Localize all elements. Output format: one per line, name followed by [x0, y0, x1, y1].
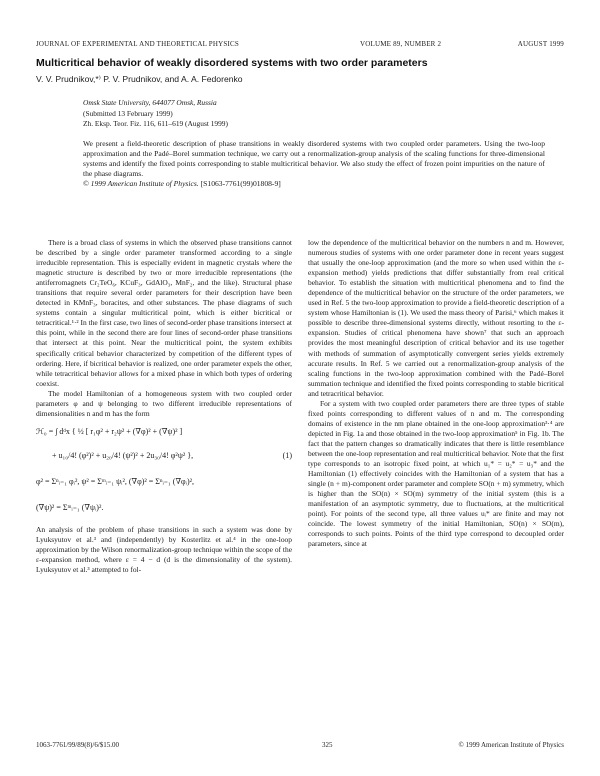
left-column — [36, 238, 292, 575]
equation-1 — [36, 423, 292, 521]
affiliation-block — [83, 98, 553, 130]
equation-line: φ² = Σⁿᵢ₌₁ φᵢ², ψ² = Σᵐᵢ₌₁ ψᵢ², (∇φ)² = Σⁿᵢ₌₁ (∇φᵢ)², — [36, 476, 195, 486]
abstract — [83, 139, 545, 189]
volume-number: VOLUME 89, NUMBER 2 — [360, 40, 442, 48]
page-number: 325 — [322, 741, 333, 749]
equation-line: + u₁₀/4! (φ²)² + u₂₀/4! (ψ²)² + 2u₃₀/4! φ²ψ² }, — [52, 450, 194, 460]
right-column — [308, 238, 564, 549]
aip-copyright-line: © 1999 American Institute of Physics. — [83, 179, 199, 189]
equation-line: (∇ψ)² = Σᵐᵢ₌₁ (∇ψᵢ)². — [36, 502, 104, 512]
abstract-copyright — [83, 179, 281, 188]
article-title: Multicritical behavior of weakly disordered systems with two order parameters — [36, 57, 428, 69]
footer-copyright: © 1999 American Institute of Physics — [458, 741, 564, 749]
page-footer — [36, 741, 564, 751]
author-list: V. V. Prudnikov,*⁾ P. V. Prudnikov, and A. A. Fedorenko — [36, 74, 243, 84]
paragraph: An analysis of the problem of phase transitions in such a system was done by Lyuksyutov et al.³ and (independently) by Kosterlitz et al.⁴ in the one-loop approximation by the Wilson renormalization-group technique within the scope of the ε-expansion method, where ε = 4 − d (d is the dimensionality of the system). Lyuksyutov et al.³ attempted to fol- — [36, 524, 292, 575]
issue-date: AUGUST 1999 — [517, 40, 564, 48]
paragraph: There is a broad class of systems in which the observed phase transitions cannot be described by a single order parameter transformed according to a single irreducible representation. This is especially evident in magnetic crystals where the magnetic structure is described by two or more irreducible representations (the antiferromagnets Cr₂TeO₆, KCuF₃, GdAlO₃, MnF₂, and the like). Structural phase transitions that require several order parameters for their description have been detected in KMnF₃, boracites, and other substances. The phase diagrams of such systems contain a singular multicritical point, which is either bicritical or tetracritical.¹·² In the first case, two lines of second-order phase transitions intersect at this point, while in the second there are four lines of second-order phase transitions that intersect at this point. Near the multicritical point, the system exhibits specifically critical behavior characterized by competition of the different types of ordering. Here, if bicritical behavior is realized, one order parameter expels the other, while tetracritical behavior allows for a mixed phase in which both types of ordering coexist. — [36, 238, 292, 388]
submission-date: (Submitted 13 February 1999) — [83, 108, 173, 118]
paragraph: For a system with two coupled order parameters there are three types of stable fixed points corresponding to different values of n and m. The corresponding domains of existence in the nm plane obtained in the one-loop approximation³·⁴ are depicted in Fig. 1a and those obtained in the two-loop approximation⁵ in Fig. 1b. The fact that the pattern changes so dramatically indicates that there is little resemblance between the one-loop representation and real multicritical behavior. Note that the first type corresponds to an isotropic fixed point, at which u₁* = u₂* = u₃* and the Hamiltonian (1) effectively coincides with the Hamiltonian of a system that has a single (n + m)-component order parameter and complete SO(n + m) symmetry, which is higher than the SO(n) × SO(m) symmetry of the initial system (this is a manifestation of an asymptotic symmetry, due to fluctuations, at the multicritical point). For points of the second type, all three values uᵢ* are finite and may not coincide. The lowest symmetry of the initial Hamiltonian, SO(n) × SO(m), corresponds to such points. Points of the third type correspond to decoupled order parameters, since at — [308, 398, 564, 549]
running-header — [36, 40, 564, 50]
article-code: [S1063-7761(99)01808-9] — [200, 179, 281, 189]
equation-number: (1) — [282, 450, 292, 460]
institution: Omsk State University, 644077 Omsk, Russia — [83, 98, 217, 107]
original-citation: Zh. Eksp. Teor. Fiz. 116, 611–619 (August 1999) — [83, 119, 228, 128]
abstract-text: We present a field-theoretic description of phase transitions in weakly disordered systems with two coupled order parameters. Using the two-loop approximation and the Padé–Borel summation technique, we carry out a renormalization-group analysis of the scaling functions for three-dimensional systems and identify the fixed points corresponding to stable multicritical behavior. We also study the effect of frozen point impurities on the nature of the phase diagrams. — [83, 139, 545, 179]
paragraph: The model Hamiltonian of a homogeneous system with two coupled order parameters φ and ψ belonging to two different irreducible representations of dimensionalities n and m has the form — [36, 388, 292, 418]
issn-code: 1063-7761/99/89(8)/6/$15.00 — [36, 741, 120, 749]
journal-name: JOURNAL OF EXPERIMENTAL AND THEORETICAL PHYSICS — [36, 40, 239, 48]
equation-line: ℋ₀ = ∫ dᵈx { ½ [ r₁φ² + r₂ψ² + (∇φ)² + (∇ψ)² ] — [36, 426, 183, 436]
paragraph: low the dependence of the multicritical behavior on the numbers n and m. However, numerous studies of systems with one order parameter done in recent years suggest that usually the one-loop approximation (and the more so when used within the ε-expansion method) yields predictions that differ substantially from real critical behavior. To establish the situation with multicritical phenomena and to find the dependence of the multicritical behavior on the structure of the order parameters, we used in Ref. 5 the two-loop approximation to provide a field-theoretic description of a system whose Hamiltonian is (1). We used the mass theory of Parisi,⁶ which makes it possible to describe three-dimensional systems directly, without resorting to the ε-expansion. Studies of critical phenomena have shown⁷ that such an approach provides the most meaningful description of critical behavior and its use together with methods of summation of asymptotically convergent series yields extremely accurate results. In Ref. 5 we carried out a renormalization-group analysis of the scaling functions in the two-loop approximation combined with the Padé–Borel summation technique and identified the fixed points corresponding to stable bicritical and tetracritical behavior. — [308, 238, 564, 398]
